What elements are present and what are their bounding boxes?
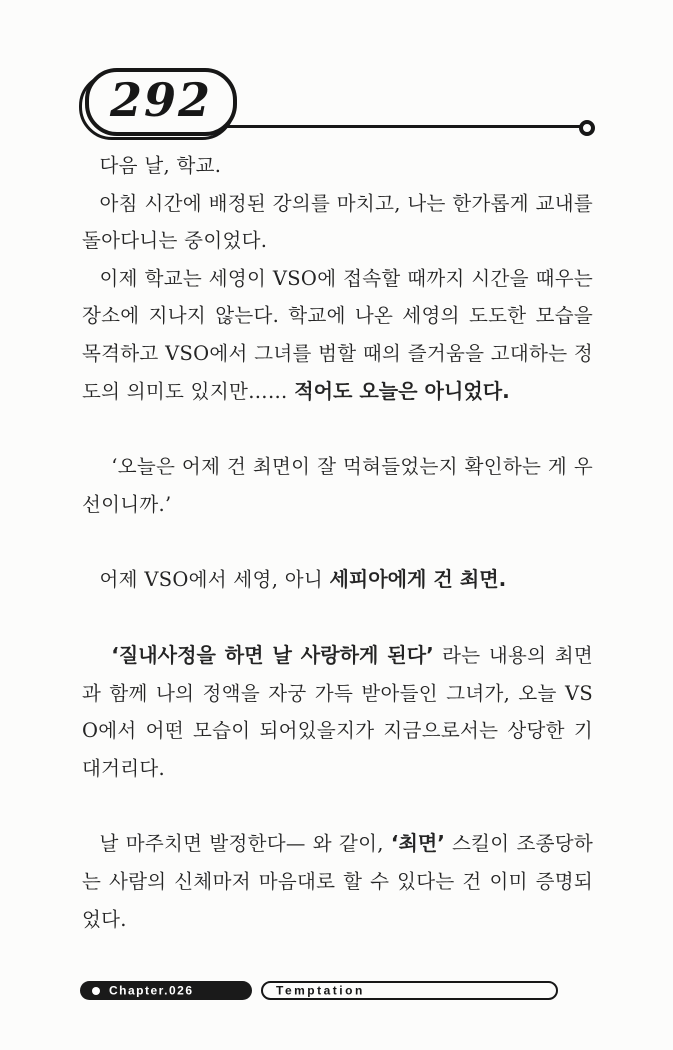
paragraph [82, 147, 593, 185]
bullet-dot-icon [92, 987, 100, 995]
emphasis-text: 세피아에게 건 최면. [329, 567, 507, 592]
text-run: 어제 VSO에서 세영, 아니 [99, 568, 330, 592]
paragraph [82, 260, 593, 410]
page-number-badge [85, 68, 237, 136]
text-run: 이제 학교는 세영이 VSO에 접속할 때까지 시간을 때우는 장소에 지나지 않는다. 학교에 나온 세영의 도도한 모습을 목격하고 VSO에서 그녀를 범할 때의 즐거움을 고대하는 정도의 의미도 있지만…… [82, 266, 593, 403]
text-run: 라는 내용의 최면과 함께 나의 정액을 자궁 가득 받아들인 그녀가, 오늘 VSO에서 어떤 모습이 되어있을지가 지금으로서는 상당한 기대거리다. [82, 643, 593, 780]
text-run: 아침 시간에 배정된 강의를 마치고, 나는 한가롭게 교내를 돌아다니는 중이었다. [82, 191, 593, 253]
emphasis-text: ‘최면’ [390, 831, 445, 856]
header-rule [225, 125, 581, 128]
header-rule-end-ring-icon [579, 120, 595, 136]
text-run: 스킬이 조종당하는 사람의 신체마저 마음대로 할 수 있다는 건 이미 증명되었다. [82, 832, 593, 931]
paragraph [82, 825, 593, 938]
emphasis-text: ‘질내사정을 하면 날 사랑하게 된다’ [111, 642, 434, 667]
text-run: 다음 날, 학교. [99, 154, 222, 177]
paragraph [82, 637, 593, 787]
text-run: ‘오늘은 어제 건 최면이 잘 먹혀들었는지 확인하는 게 우선이니까.’ [82, 455, 593, 516]
paragraph [82, 561, 593, 599]
page-number: 292 [109, 73, 213, 127]
page-footer [80, 981, 558, 1000]
section-title-pill [261, 981, 558, 1000]
paragraph [82, 448, 593, 523]
section-label: Temptation [276, 983, 365, 997]
text-run: 날 마주치면 발정한다— 와 같이, [99, 832, 391, 856]
body-text [82, 147, 593, 938]
paragraph [82, 185, 593, 260]
emphasis-text: 적어도 오늘은 아니었다. [294, 378, 510, 403]
chapter-label: Chapter.026 [109, 983, 194, 997]
chapter-badge [80, 981, 252, 1000]
